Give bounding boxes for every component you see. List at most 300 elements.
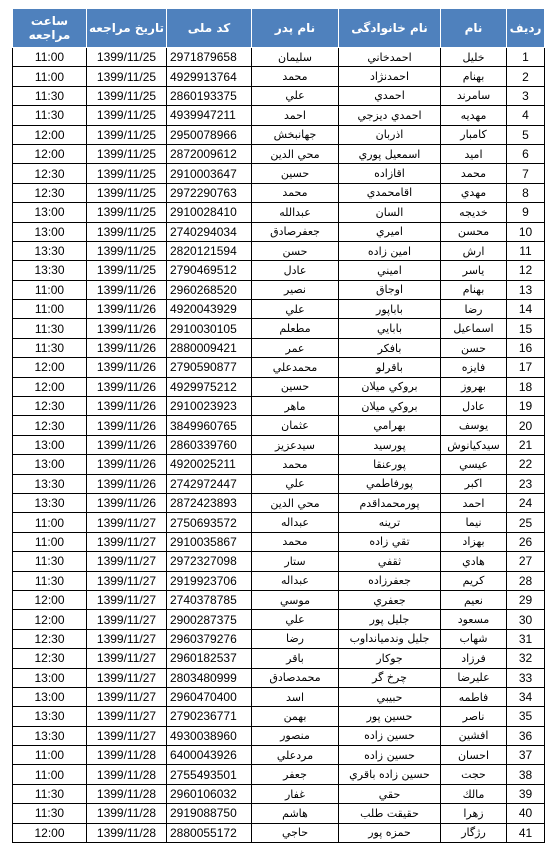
table-row: [13, 48, 545, 67]
first-name-cell: مالك: [441, 784, 507, 803]
row-number-cell: 24: [507, 493, 545, 512]
time-cell: 11:30: [13, 784, 87, 803]
father-name-cell: غفار: [252, 784, 339, 803]
row-number-cell: 22: [507, 455, 545, 474]
time-cell: 11:30: [13, 804, 87, 823]
family-name-cell: باقرلو: [339, 358, 441, 377]
table-row: [13, 649, 545, 668]
first-name-cell: اسماعيل: [441, 319, 507, 338]
father-name-cell: عبداله: [252, 513, 339, 532]
family-name-cell: حسين زاده: [339, 746, 441, 765]
row-number-cell: 31: [507, 629, 545, 648]
father-name-cell: عبدالله: [252, 203, 339, 222]
father-name-cell: سيدعزيز: [252, 435, 339, 454]
time-cell: 13:30: [13, 474, 87, 493]
time-cell: 12:30: [13, 183, 87, 202]
first-name-cell: عيسي: [441, 455, 507, 474]
date-cell: 1399/11/25: [87, 203, 167, 222]
date-cell: 1399/11/26: [87, 280, 167, 299]
national-code-cell: 2972290763: [167, 183, 252, 202]
father-name-cell: علي: [252, 86, 339, 105]
row-number-cell: 1: [507, 48, 545, 67]
first-name-cell: اكبر: [441, 474, 507, 493]
table-row: [13, 687, 545, 706]
father-name-cell: عثمان: [252, 416, 339, 435]
first-name-cell: ارش: [441, 241, 507, 260]
national-code-cell: 2790590877: [167, 358, 252, 377]
first-name-cell: احسان: [441, 746, 507, 765]
national-code-cell: 4920043929: [167, 300, 252, 319]
header-national-code: کد ملی: [167, 9, 252, 48]
date-cell: 1399/11/25: [87, 106, 167, 125]
national-code-cell: 2960470400: [167, 687, 252, 706]
national-code-cell: 4929975212: [167, 377, 252, 396]
header-row: [13, 9, 545, 48]
date-cell: 1399/11/28: [87, 746, 167, 765]
national-code-cell: 2910023923: [167, 397, 252, 416]
national-code-cell: 2790236771: [167, 707, 252, 726]
first-name-cell: فاطمه: [441, 687, 507, 706]
first-name-cell: احمد: [441, 493, 507, 512]
table-row: [13, 358, 545, 377]
time-cell: 11:30: [13, 338, 87, 357]
row-number-cell: 5: [507, 125, 545, 144]
father-name-cell: موسي: [252, 590, 339, 609]
table-row: [13, 513, 545, 532]
national-code-cell: 2880009421: [167, 338, 252, 357]
family-name-cell: احمدي ديزجي: [339, 106, 441, 125]
family-name-cell: حسين زاده: [339, 726, 441, 745]
time-cell: 12:00: [13, 610, 87, 629]
time-cell: 11:00: [13, 765, 87, 784]
table-row: [13, 280, 545, 299]
time-cell: 13:30: [13, 241, 87, 260]
row-number-cell: 9: [507, 203, 545, 222]
time-cell: 11:30: [13, 86, 87, 105]
table-row: [13, 397, 545, 416]
header-time: ساعت مراجعه: [13, 9, 87, 48]
father-name-cell: احمد: [252, 106, 339, 125]
family-name-cell: جعفري: [339, 590, 441, 609]
row-number-cell: 8: [507, 183, 545, 202]
father-name-cell: حسن: [252, 241, 339, 260]
date-cell: 1399/11/26: [87, 397, 167, 416]
family-name-cell: تقي زاده: [339, 532, 441, 551]
family-name-cell: حمزه پور: [339, 823, 441, 842]
father-name-cell: علي: [252, 610, 339, 629]
family-name-cell: اوجاق: [339, 280, 441, 299]
table-row: [13, 629, 545, 648]
time-cell: 13:30: [13, 493, 87, 512]
date-cell: 1399/11/27: [87, 532, 167, 551]
father-name-cell: جهانبخش: [252, 125, 339, 144]
family-name-cell: امين زاده: [339, 241, 441, 260]
date-cell: 1399/11/25: [87, 144, 167, 163]
national-code-cell: 2910028410: [167, 203, 252, 222]
father-name-cell: علي: [252, 300, 339, 319]
first-name-cell: خديجه: [441, 203, 507, 222]
date-cell: 1399/11/25: [87, 67, 167, 86]
family-name-cell: حقيقت طلب: [339, 804, 441, 823]
time-cell: 11:30: [13, 319, 87, 338]
time-cell: 12:00: [13, 358, 87, 377]
date-cell: 1399/11/27: [87, 571, 167, 590]
first-name-cell: محمد: [441, 164, 507, 183]
family-name-cell: پورمحمداقدم: [339, 493, 441, 512]
date-cell: 1399/11/28: [87, 804, 167, 823]
father-name-cell: علي: [252, 474, 339, 493]
table-row: [13, 300, 545, 319]
family-name-cell: اذربان: [339, 125, 441, 144]
row-number-cell: 21: [507, 435, 545, 454]
family-name-cell: بابايي: [339, 319, 441, 338]
time-cell: 13:00: [13, 435, 87, 454]
first-name-cell: بهزاد: [441, 532, 507, 551]
father-name-cell: سليمان: [252, 48, 339, 67]
row-number-cell: 26: [507, 532, 545, 551]
family-name-cell: حقي: [339, 784, 441, 803]
date-cell: 1399/11/25: [87, 183, 167, 202]
family-name-cell: السان: [339, 203, 441, 222]
father-name-cell: ماهر: [252, 397, 339, 416]
father-name-cell: محمدصادق: [252, 668, 339, 687]
national-code-cell: 2880055172: [167, 823, 252, 842]
row-number-cell: 20: [507, 416, 545, 435]
row-number-cell: 4: [507, 106, 545, 125]
table-row: [13, 222, 545, 241]
first-name-cell: يوسف: [441, 416, 507, 435]
father-name-cell: مردعلي: [252, 746, 339, 765]
time-cell: 12:30: [13, 397, 87, 416]
time-cell: 11:00: [13, 67, 87, 86]
national-code-cell: 2860339760: [167, 435, 252, 454]
time-cell: 13:30: [13, 726, 87, 745]
table-row: [13, 377, 545, 396]
row-number-cell: 30: [507, 610, 545, 629]
date-cell: 1399/11/25: [87, 86, 167, 105]
family-name-cell: ترينه: [339, 513, 441, 532]
row-number-cell: 10: [507, 222, 545, 241]
family-name-cell: حسين زاده باقري: [339, 765, 441, 784]
header-family-name: نام خانوادگی: [339, 9, 441, 48]
national-code-cell: 2972327098: [167, 552, 252, 571]
row-number-cell: 25: [507, 513, 545, 532]
table-row: [13, 746, 545, 765]
table-row: [13, 203, 545, 222]
table-row: [13, 319, 545, 338]
time-cell: 12:30: [13, 164, 87, 183]
table-row: [13, 261, 545, 280]
family-name-cell: جليل وندميانداوب: [339, 629, 441, 648]
table-row: [13, 455, 545, 474]
date-cell: 1399/11/28: [87, 765, 167, 784]
family-name-cell: بروكي ميلان: [339, 397, 441, 416]
family-name-cell: جوكار: [339, 649, 441, 668]
date-cell: 1399/11/25: [87, 241, 167, 260]
header-row-number: ردیف: [507, 9, 545, 48]
national-code-cell: 2910030105: [167, 319, 252, 338]
time-cell: 12:30: [13, 629, 87, 648]
table-row: [13, 86, 545, 105]
father-name-cell: حسين: [252, 164, 339, 183]
first-name-cell: نيما: [441, 513, 507, 532]
national-code-cell: 4929913764: [167, 67, 252, 86]
time-cell: 13:00: [13, 222, 87, 241]
table-row: [13, 765, 545, 784]
father-name-cell: محمد: [252, 183, 339, 202]
national-code-cell: 2755493501: [167, 765, 252, 784]
time-cell: 11:00: [13, 532, 87, 551]
family-name-cell: حسين پور: [339, 707, 441, 726]
row-number-cell: 14: [507, 300, 545, 319]
table-body: [13, 48, 545, 843]
table-row: [13, 532, 545, 551]
first-name-cell: سامرند: [441, 86, 507, 105]
table-row: [13, 726, 545, 745]
national-code-cell: 2872009612: [167, 144, 252, 163]
date-cell: 1399/11/26: [87, 435, 167, 454]
father-name-cell: حسين: [252, 377, 339, 396]
first-name-cell: خليل: [441, 48, 507, 67]
first-name-cell: هادي: [441, 552, 507, 571]
national-code-cell: 2950078966: [167, 125, 252, 144]
header-first-name: نام: [441, 9, 507, 48]
row-number-cell: 36: [507, 726, 545, 745]
time-cell: 12:00: [13, 823, 87, 842]
row-number-cell: 39: [507, 784, 545, 803]
time-cell: 12:00: [13, 377, 87, 396]
date-cell: 1399/11/26: [87, 300, 167, 319]
row-number-cell: 28: [507, 571, 545, 590]
row-number-cell: 15: [507, 319, 545, 338]
date-cell: 1399/11/26: [87, 416, 167, 435]
national-code-cell: 6400043926: [167, 746, 252, 765]
date-cell: 1399/11/27: [87, 590, 167, 609]
national-code-cell: 2960379276: [167, 629, 252, 648]
row-number-cell: 35: [507, 707, 545, 726]
national-code-cell: 2742972447: [167, 474, 252, 493]
first-name-cell: رژگار: [441, 823, 507, 842]
father-name-cell: محمدعلي: [252, 358, 339, 377]
father-name-cell: عمر: [252, 338, 339, 357]
date-cell: 1399/11/27: [87, 726, 167, 745]
father-name-cell: عبداله: [252, 571, 339, 590]
family-name-cell: چرخ گر: [339, 668, 441, 687]
father-name-cell: هاشم: [252, 804, 339, 823]
national-code-cell: 4920025211: [167, 455, 252, 474]
national-code-cell: 2790469512: [167, 261, 252, 280]
date-cell: 1399/11/27: [87, 552, 167, 571]
time-cell: 13:00: [13, 455, 87, 474]
time-cell: 11:00: [13, 513, 87, 532]
row-number-cell: 2: [507, 67, 545, 86]
table-row: [13, 435, 545, 454]
row-number-cell: 7: [507, 164, 545, 183]
row-number-cell: 3: [507, 86, 545, 105]
father-name-cell: محمد: [252, 67, 339, 86]
appointment-table: [12, 8, 545, 843]
table-row: [13, 784, 545, 803]
header-date: تاریخ مراجعه: [87, 9, 167, 48]
family-name-cell: احمدخاني: [339, 48, 441, 67]
date-cell: 1399/11/26: [87, 493, 167, 512]
row-number-cell: 27: [507, 552, 545, 571]
table-row: [13, 183, 545, 202]
national-code-cell: 2960182537: [167, 649, 252, 668]
family-name-cell: ثقفي: [339, 552, 441, 571]
father-name-cell: محمد: [252, 532, 339, 551]
table-row: [13, 823, 545, 842]
family-name-cell: اميري: [339, 222, 441, 241]
date-cell: 1399/11/26: [87, 319, 167, 338]
time-cell: 12:00: [13, 125, 87, 144]
first-name-cell: ناصر: [441, 707, 507, 726]
row-number-cell: 41: [507, 823, 545, 842]
table-row: [13, 804, 545, 823]
row-number-cell: 32: [507, 649, 545, 668]
date-cell: 1399/11/26: [87, 455, 167, 474]
first-name-cell: رضا: [441, 300, 507, 319]
father-name-cell: ستار: [252, 552, 339, 571]
national-code-cell: 2872423893: [167, 493, 252, 512]
national-code-cell: 2740294034: [167, 222, 252, 241]
row-number-cell: 29: [507, 590, 545, 609]
father-name-cell: باقر: [252, 649, 339, 668]
first-name-cell: ياسر: [441, 261, 507, 280]
first-name-cell: زهرا: [441, 804, 507, 823]
national-code-cell: 2740378785: [167, 590, 252, 609]
date-cell: 1399/11/27: [87, 649, 167, 668]
date-cell: 1399/11/25: [87, 125, 167, 144]
family-name-cell: باباپور: [339, 300, 441, 319]
national-code-cell: 4939947211: [167, 106, 252, 125]
family-name-cell: اقازاده: [339, 164, 441, 183]
table-row: [13, 144, 545, 163]
family-name-cell: پورسيد: [339, 435, 441, 454]
row-number-cell: 23: [507, 474, 545, 493]
national-code-cell: 3849960765: [167, 416, 252, 435]
first-name-cell: حجت: [441, 765, 507, 784]
first-name-cell: عليرضا: [441, 668, 507, 687]
time-cell: 13:00: [13, 668, 87, 687]
table-row: [13, 571, 545, 590]
table-row: [13, 493, 545, 512]
time-cell: 13:00: [13, 203, 87, 222]
first-name-cell: بهنام: [441, 67, 507, 86]
family-name-cell: بروكي ميلان: [339, 377, 441, 396]
row-number-cell: 13: [507, 280, 545, 299]
national-code-cell: 2960268520: [167, 280, 252, 299]
row-number-cell: 40: [507, 804, 545, 823]
national-code-cell: 2750693572: [167, 513, 252, 532]
first-name-cell: بهنام: [441, 280, 507, 299]
national-code-cell: 2971879658: [167, 48, 252, 67]
father-name-cell: محي الدين: [252, 144, 339, 163]
father-name-cell: رضا: [252, 629, 339, 648]
first-name-cell: مهدي: [441, 183, 507, 202]
table-row: [13, 106, 545, 125]
time-cell: 11:00: [13, 48, 87, 67]
date-cell: 1399/11/27: [87, 668, 167, 687]
family-name-cell: بافكر: [339, 338, 441, 357]
row-number-cell: 18: [507, 377, 545, 396]
date-cell: 1399/11/27: [87, 629, 167, 648]
date-cell: 1399/11/28: [87, 784, 167, 803]
family-name-cell: احمدنژاد: [339, 67, 441, 86]
date-cell: 1399/11/26: [87, 474, 167, 493]
father-name-cell: جعفرصادق: [252, 222, 339, 241]
row-number-cell: 6: [507, 144, 545, 163]
date-cell: 1399/11/25: [87, 222, 167, 241]
time-cell: 11:00: [13, 746, 87, 765]
row-number-cell: 17: [507, 358, 545, 377]
national-code-cell: 2803480999: [167, 668, 252, 687]
father-name-cell: بهمن: [252, 707, 339, 726]
date-cell: 1399/11/26: [87, 377, 167, 396]
family-name-cell: اسمعيل پوري: [339, 144, 441, 163]
national-code-cell: 2919923706: [167, 571, 252, 590]
date-cell: 1399/11/28: [87, 823, 167, 842]
time-cell: 11:30: [13, 571, 87, 590]
father-name-cell: اسد: [252, 687, 339, 706]
time-cell: 12:00: [13, 144, 87, 163]
time-cell: 12:30: [13, 416, 87, 435]
national-code-cell: 2820121594: [167, 241, 252, 260]
table-row: [13, 474, 545, 493]
row-number-cell: 19: [507, 397, 545, 416]
first-name-cell: بهروز: [441, 377, 507, 396]
father-name-cell: محي الدين: [252, 493, 339, 512]
row-number-cell: 38: [507, 765, 545, 784]
first-name-cell: افشين: [441, 726, 507, 745]
date-cell: 1399/11/27: [87, 687, 167, 706]
first-name-cell: كامبار: [441, 125, 507, 144]
national-code-cell: 2919088750: [167, 804, 252, 823]
time-cell: 12:00: [13, 590, 87, 609]
time-cell: 13:00: [13, 687, 87, 706]
family-name-cell: اميني: [339, 261, 441, 280]
father-name-cell: عادل: [252, 261, 339, 280]
first-name-cell: نعيم: [441, 590, 507, 609]
first-name-cell: حسن: [441, 338, 507, 357]
table-row: [13, 125, 545, 144]
first-name-cell: فايزه: [441, 358, 507, 377]
national-code-cell: 2960106032: [167, 784, 252, 803]
father-name-cell: نصير: [252, 280, 339, 299]
date-cell: 1399/11/25: [87, 261, 167, 280]
first-name-cell: مسعود: [441, 610, 507, 629]
first-name-cell: مهديه: [441, 106, 507, 125]
family-name-cell: اقامحمدي: [339, 183, 441, 202]
first-name-cell: محسن: [441, 222, 507, 241]
father-name-cell: حاجي: [252, 823, 339, 842]
father-name-cell: منصور: [252, 726, 339, 745]
date-cell: 1399/11/27: [87, 707, 167, 726]
table-row: [13, 590, 545, 609]
family-name-cell: پورفاطمي: [339, 474, 441, 493]
national-code-cell: 4930038960: [167, 726, 252, 745]
time-cell: 13:30: [13, 261, 87, 280]
family-name-cell: بهرامي: [339, 416, 441, 435]
time-cell: 12:30: [13, 649, 87, 668]
table-row: [13, 67, 545, 86]
table-row: [13, 164, 545, 183]
time-cell: 11:30: [13, 552, 87, 571]
date-cell: 1399/11/25: [87, 48, 167, 67]
first-name-cell: كريم: [441, 571, 507, 590]
table-row: [13, 610, 545, 629]
national-code-cell: 2910035867: [167, 532, 252, 551]
